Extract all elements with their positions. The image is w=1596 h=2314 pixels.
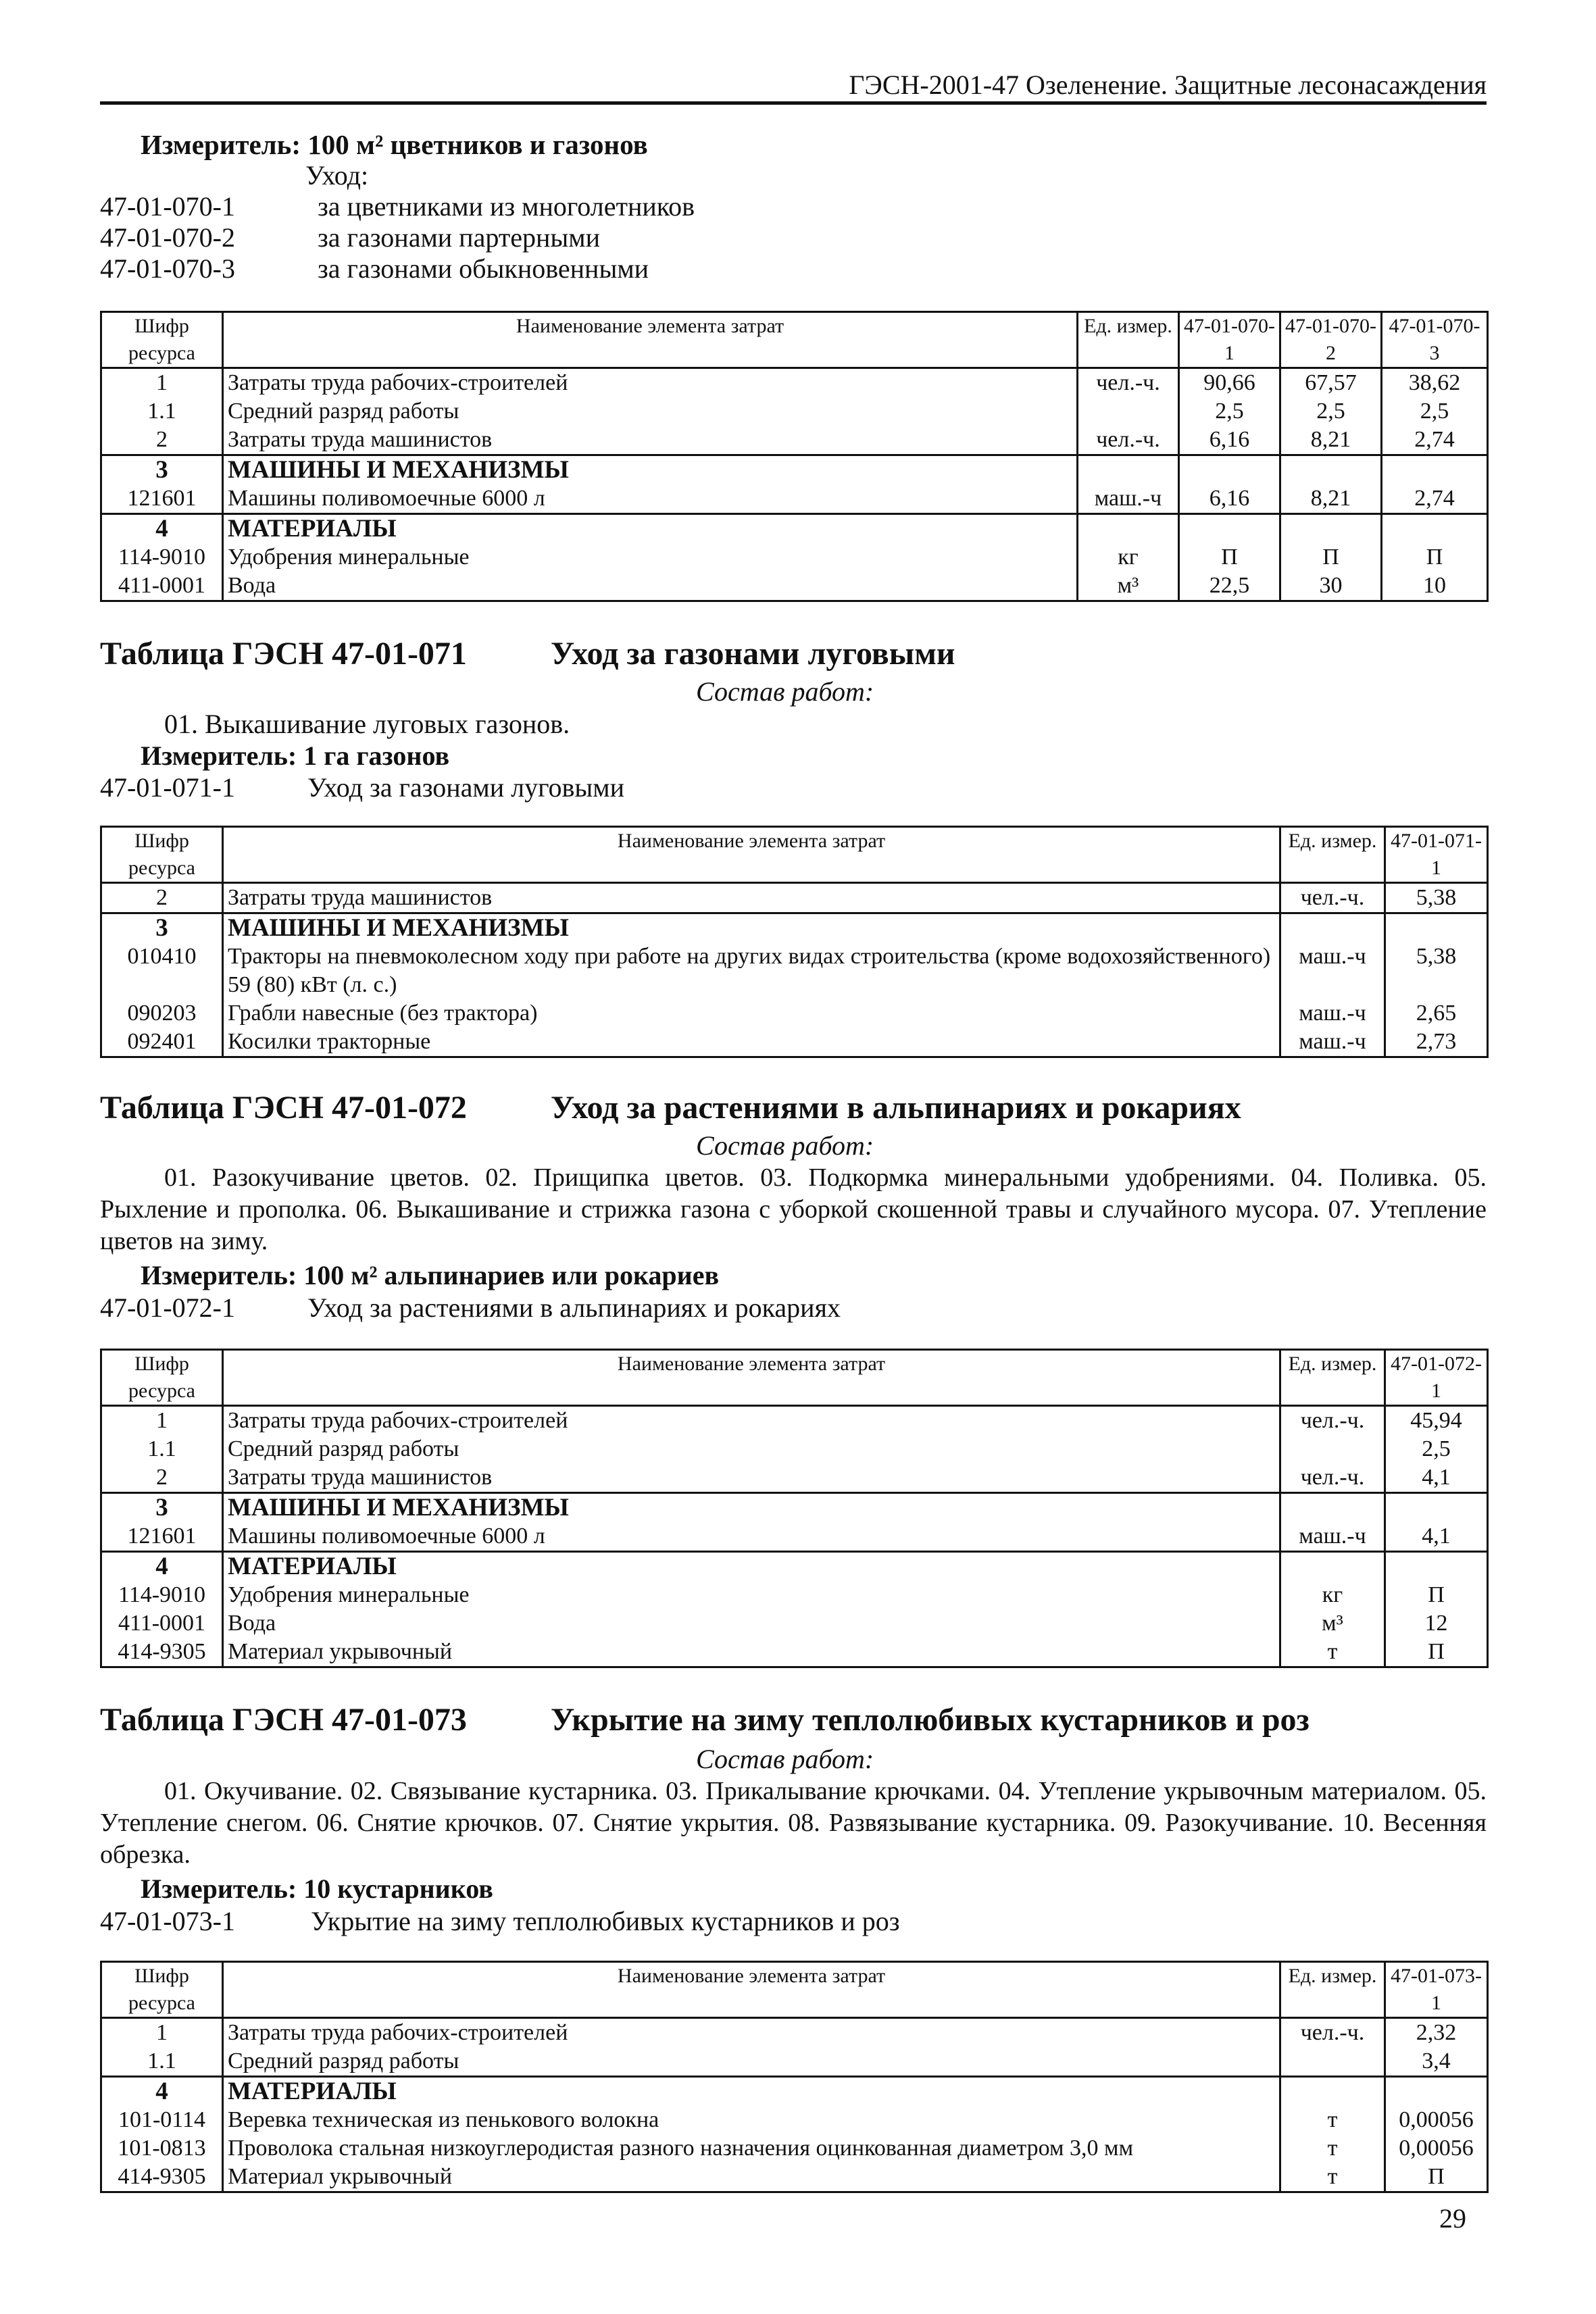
cell-unit: м³ <box>1078 572 1179 601</box>
cell-unit: маш.-ч <box>1280 999 1385 1028</box>
cell-code: 1.1 <box>101 397 223 426</box>
cell-value: 6,16 <box>1179 484 1280 514</box>
table-title-number-072: Таблица ГЭСН 47-01-072 <box>100 1090 467 1126</box>
cell-name: Машины поливомоечные 6000 л <box>223 1522 1280 1552</box>
col-header-unit: Ед. измер. <box>1280 827 1385 883</box>
cell-name: Грабли навесные (без трактора) <box>223 999 1280 1028</box>
col-header-unit: Ед. измер. <box>1078 312 1179 368</box>
cell-unit: маш.-ч <box>1280 1522 1385 1552</box>
cell-value: П <box>1385 1638 1488 1667</box>
cell-value: 2,73 <box>1385 1028 1488 1057</box>
cell-code: 101-0813 <box>101 2134 223 2163</box>
table-row <box>101 368 1488 398</box>
cell-name: Удобрения минеральные <box>223 543 1078 572</box>
code-text-070-1: за цветниками из многолетников <box>318 191 695 222</box>
work-list-072: 01. Разокучивание цветов. 02. Прищипка цветов. 03. Подкормка минеральными удобрениями. 04. Поливка. 05. Рыхление и прополка. 06. Выкашивание и стрижка газона с уборкой скошенной травы и случайного мусора. 07. Утепление цветов на зиму. <box>100 1163 1487 1255</box>
composition-label-072: Состав работ: <box>696 1130 874 1161</box>
meter-073: Измеритель: 10 кустарников <box>141 1873 493 1904</box>
col-header-unit: Ед. измер. <box>1280 1350 1385 1406</box>
cell-code: 414-9305 <box>101 2163 223 2192</box>
cell-code: 414-9305 <box>101 1638 223 1667</box>
section-heading: МАШИНЫ И МЕХАНИЗМЫ <box>223 913 1280 943</box>
table-row <box>101 1028 1488 1057</box>
cell-code: 2 <box>101 883 223 913</box>
meter-070: Измеритель: 100 м² цветников и газонов <box>141 129 648 160</box>
col-header-072-1: 47-01-072-1 <box>1385 1350 1488 1406</box>
cell-code: 1.1 <box>101 1435 223 1463</box>
code-text-070-3: за газонами обыкновенными <box>318 253 649 284</box>
cell-value: 6,16 <box>1179 426 1280 455</box>
cell-code: 114-9010 <box>101 543 223 572</box>
cell-value: 12 <box>1385 1609 1488 1638</box>
cell-value: 2,5 <box>1382 397 1488 426</box>
cell-code: 1 <box>101 2018 223 2048</box>
cell-value: 90,66 <box>1179 368 1280 398</box>
cell-value: 5,38 <box>1385 942 1488 999</box>
table-row <box>101 1493 1488 1523</box>
cell-value: 10 <box>1382 572 1488 601</box>
cell-value: 4,1 <box>1385 1463 1488 1493</box>
section-heading: МАШИНЫ И МЕХАНИЗМЫ <box>223 1493 1280 1523</box>
code-070-1: 47-01-070-1 <box>100 191 235 222</box>
cell-value: 2,32 <box>1385 2018 1488 2048</box>
cell-value: 2,5 <box>1280 397 1382 426</box>
table-row <box>101 1552 1488 1582</box>
col-header-code: Шифр ресурса <box>101 312 223 368</box>
cell-value: П <box>1385 2163 1488 2192</box>
cell-value: П <box>1280 543 1382 572</box>
cell-code: 3 <box>101 1493 223 1523</box>
code-072-1: 47-01-072-1 <box>100 1292 235 1323</box>
cell-code: 121601 <box>101 484 223 514</box>
table-title-text-072: Уход за растениями в альпинариях и рокариях <box>551 1090 1241 1126</box>
cell-name: Вода <box>223 1609 1280 1638</box>
cell-unit: маш.-ч <box>1280 942 1385 999</box>
cell-value: 38,62 <box>1382 368 1488 398</box>
table-row <box>101 999 1488 1028</box>
table-072 <box>100 1349 1489 1668</box>
cell-unit: чел.-ч. <box>1280 2018 1385 2048</box>
col-header-code: Шифр ресурса <box>101 1350 223 1406</box>
cell-code: 1 <box>101 368 223 398</box>
cell-code: 101-0114 <box>101 2106 223 2134</box>
cell-unit <box>1078 397 1179 426</box>
code-070-3: 47-01-070-3 <box>100 253 235 284</box>
cell-code: 4 <box>101 2077 223 2107</box>
table-row <box>101 2106 1488 2134</box>
table-row <box>101 1435 1488 1463</box>
cell-code: 4 <box>101 1552 223 1582</box>
code-text-073-1: Укрытие на зиму теплолюбивых кустарников и роз <box>311 1906 900 1936</box>
cell-value: 2,65 <box>1385 999 1488 1028</box>
col-header-name: Наименование элемента затрат <box>223 312 1078 368</box>
table-row <box>101 455 1488 485</box>
cell-code: 4 <box>101 514 223 544</box>
col-header-073-1: 47-01-073-1 <box>1385 1962 1488 2018</box>
cell-name: Затраты труда рабочих-строителей <box>223 2018 1280 2048</box>
table-row <box>101 883 1488 913</box>
cell-name: Косилки тракторные <box>223 1028 1280 1057</box>
table-row <box>101 2163 1488 2192</box>
cell-unit: кг <box>1280 1581 1385 1609</box>
table-row <box>101 1638 1488 1667</box>
section-heading: МАТЕРИАЛЫ <box>223 514 1078 544</box>
cell-code: 3 <box>101 455 223 485</box>
cell-value: 45,94 <box>1385 1406 1488 1436</box>
table-row <box>101 942 1488 999</box>
table-row <box>101 1463 1488 1493</box>
table-row <box>101 484 1488 514</box>
table-row <box>101 1522 1488 1552</box>
cell-name: Затраты труда рабочих-строителей <box>223 368 1078 398</box>
section-heading: МАТЕРИАЛЫ <box>223 1552 1280 1582</box>
cell-value: 2,74 <box>1382 426 1488 455</box>
cell-name: Машины поливомоечные 6000 л <box>223 484 1078 514</box>
cell-value: 0,00056 <box>1385 2106 1488 2134</box>
cell-code: 090203 <box>101 999 223 1028</box>
cell-code: 010410 <box>101 942 223 999</box>
cell-value: 2,5 <box>1385 1435 1488 1463</box>
cell-unit: маш.-ч <box>1078 484 1179 514</box>
table-row <box>101 2018 1488 2048</box>
cell-unit <box>1280 1435 1385 1463</box>
cell-name: Проволока стальная низкоуглеродистая разного назначения оцинкованная диаметром 3,0 мм <box>223 2134 1280 2163</box>
table-row <box>101 2047 1488 2077</box>
col-header-name: Наименование элемента затрат <box>223 827 1280 883</box>
cell-value: П <box>1179 543 1280 572</box>
cell-value: 22,5 <box>1179 572 1280 601</box>
cell-value: 30 <box>1280 572 1382 601</box>
cell-unit: т <box>1280 2106 1385 2134</box>
cell-unit: чел.-ч. <box>1280 1463 1385 1493</box>
code-text-071-1: Уход за газонами луговыми <box>307 772 625 803</box>
cell-value: 4,1 <box>1385 1522 1488 1552</box>
cell-code: 121601 <box>101 1522 223 1552</box>
cell-unit: чел.-ч. <box>1280 883 1385 913</box>
code-text-070-2: за газонами партерными <box>318 222 601 253</box>
table-row <box>101 1406 1488 1436</box>
cell-code: 092401 <box>101 1028 223 1057</box>
cell-name: Тракторы на пневмоколесном ходу при работе на других видах строительства (кроме водохозяйственного) 59 (80) кВт (л. с.) <box>223 942 1280 999</box>
cell-code: 114-9010 <box>101 1581 223 1609</box>
cell-code: 411-0001 <box>101 572 223 601</box>
col-header-code: Шифр ресурса <box>101 827 223 883</box>
cell-unit: чел.-ч. <box>1078 368 1179 398</box>
cell-unit: м³ <box>1280 1609 1385 1638</box>
col-header-071-1: 47-01-071-1 <box>1385 827 1488 883</box>
cell-name: Затраты труда машинистов <box>223 883 1280 913</box>
page-number: 29 <box>1439 2203 1466 2234</box>
cell-value: 8,21 <box>1280 426 1382 455</box>
cell-unit: т <box>1280 2134 1385 2163</box>
cell-unit: маш.-ч <box>1280 1028 1385 1057</box>
table-071 <box>100 826 1489 1058</box>
cell-code: 1 <box>101 1406 223 1436</box>
composition-label-071: Состав работ: <box>696 676 874 707</box>
table-row <box>101 1581 1488 1609</box>
code-070-2: 47-01-070-2 <box>100 222 235 253</box>
table-row <box>101 2077 1488 2107</box>
running-header: ГЭСН-2001-47 Озеленение. Защитные лесонасаждения <box>849 70 1487 100</box>
cell-code: 1.1 <box>101 2047 223 2077</box>
table-title-text-073: Укрытие на зиму теплолюбивых кустарников и роз <box>551 1702 1310 1738</box>
cell-name: Средний разряд работы <box>223 1435 1280 1463</box>
work-list-073: 01. Окучивание. 02. Связывание кустарника. 03. Прикалывание крючками. 04. Утепление укрывочным материалом. 05. Утепление снегом. 06. Снятие крючков. 07. Снятие укрытия. 08. Развязывание кустарника. 09. Разокучивание. 10. Весенняя обрезка. <box>100 1777 1487 1869</box>
meter-072: Измеритель: 100 м² альпинариев или рокариев <box>141 1260 720 1290</box>
cell-name: Вода <box>223 572 1078 601</box>
cell-unit: чел.-ч. <box>1280 1406 1385 1436</box>
table-row <box>101 2134 1488 2163</box>
table-row <box>101 572 1488 601</box>
cell-unit: т <box>1280 2163 1385 2192</box>
cell-value: 3,4 <box>1385 2047 1488 2077</box>
table-row <box>101 514 1488 544</box>
cell-value: 67,57 <box>1280 368 1382 398</box>
cell-value: 2,5 <box>1179 397 1280 426</box>
table-row <box>101 543 1488 572</box>
table-row <box>101 1609 1488 1638</box>
table-row <box>101 426 1488 455</box>
col-header-070-1: 47-01-070-1 <box>1179 312 1280 368</box>
cell-value: 5,38 <box>1385 883 1488 913</box>
cell-code: 2 <box>101 426 223 455</box>
section-heading: МАТЕРИАЛЫ <box>223 2077 1280 2107</box>
cell-code: 411-0001 <box>101 1609 223 1638</box>
cell-unit: чел.-ч. <box>1078 426 1179 455</box>
col-header-name: Наименование элемента затрат <box>223 1350 1280 1406</box>
cell-value: 2,74 <box>1382 484 1488 514</box>
code-071-1: 47-01-071-1 <box>100 772 235 803</box>
table-header-row <box>101 1350 1488 1406</box>
table-070 <box>100 311 1489 602</box>
cell-name: Затраты труда машинистов <box>223 426 1078 455</box>
work-list-071: 01. Выкашивание луговых газонов. <box>164 709 570 739</box>
col-header-070-2: 47-01-070-2 <box>1280 312 1382 368</box>
cell-name: Материал укрывочный <box>223 1638 1280 1667</box>
table-title-number-071: Таблица ГЭСН 47-01-071 <box>100 636 467 672</box>
composition-label-073: Состав работ: <box>696 1744 874 1774</box>
cell-name: Средний разряд работы <box>223 2047 1280 2077</box>
section-heading: МАШИНЫ И МЕХАНИЗМЫ <box>223 455 1078 485</box>
cell-unit: кг <box>1078 543 1179 572</box>
cell-value: П <box>1382 543 1488 572</box>
cell-name: Материал укрывочный <box>223 2163 1280 2192</box>
cell-name: Средний разряд работы <box>223 397 1078 426</box>
cell-name: Затраты труда рабочих-строителей <box>223 1406 1280 1436</box>
table-header-row <box>101 312 1488 368</box>
header-rule <box>100 101 1487 105</box>
col-header-name: Наименование элемента затрат <box>223 1962 1280 2018</box>
col-header-070-3: 47-01-070-3 <box>1382 312 1488 368</box>
table-title-text-071: Уход за газонами луговыми <box>551 636 955 672</box>
meter-071: Измеритель: 1 га газонов <box>141 740 450 771</box>
care-label-070: Уход: <box>305 160 369 191</box>
table-073 <box>100 1961 1489 2193</box>
cell-code: 3 <box>101 913 223 943</box>
cell-name: Затраты труда машинистов <box>223 1463 1280 1493</box>
cell-name: Веревка техническая из пенькового волокна <box>223 2106 1280 2134</box>
cell-name: Удобрения минеральные <box>223 1581 1280 1609</box>
table-row <box>101 397 1488 426</box>
code-text-072-1: Уход за растениями в альпинариях и рокариях <box>307 1292 841 1323</box>
code-073-1: 47-01-073-1 <box>100 1906 235 1936</box>
cell-unit <box>1280 2047 1385 2077</box>
cell-value: 0,00056 <box>1385 2134 1488 2163</box>
col-header-unit: Ед. измер. <box>1280 1962 1385 2018</box>
cell-code: 2 <box>101 1463 223 1493</box>
cell-value: 8,21 <box>1280 484 1382 514</box>
cell-value: П <box>1385 1581 1488 1609</box>
table-header-row <box>101 1962 1488 2018</box>
table-row <box>101 913 1488 943</box>
cell-unit: т <box>1280 1638 1385 1667</box>
col-header-code: Шифр ресурса <box>101 1962 223 2018</box>
table-title-number-073: Таблица ГЭСН 47-01-073 <box>100 1702 467 1738</box>
table-header-row <box>101 827 1488 883</box>
